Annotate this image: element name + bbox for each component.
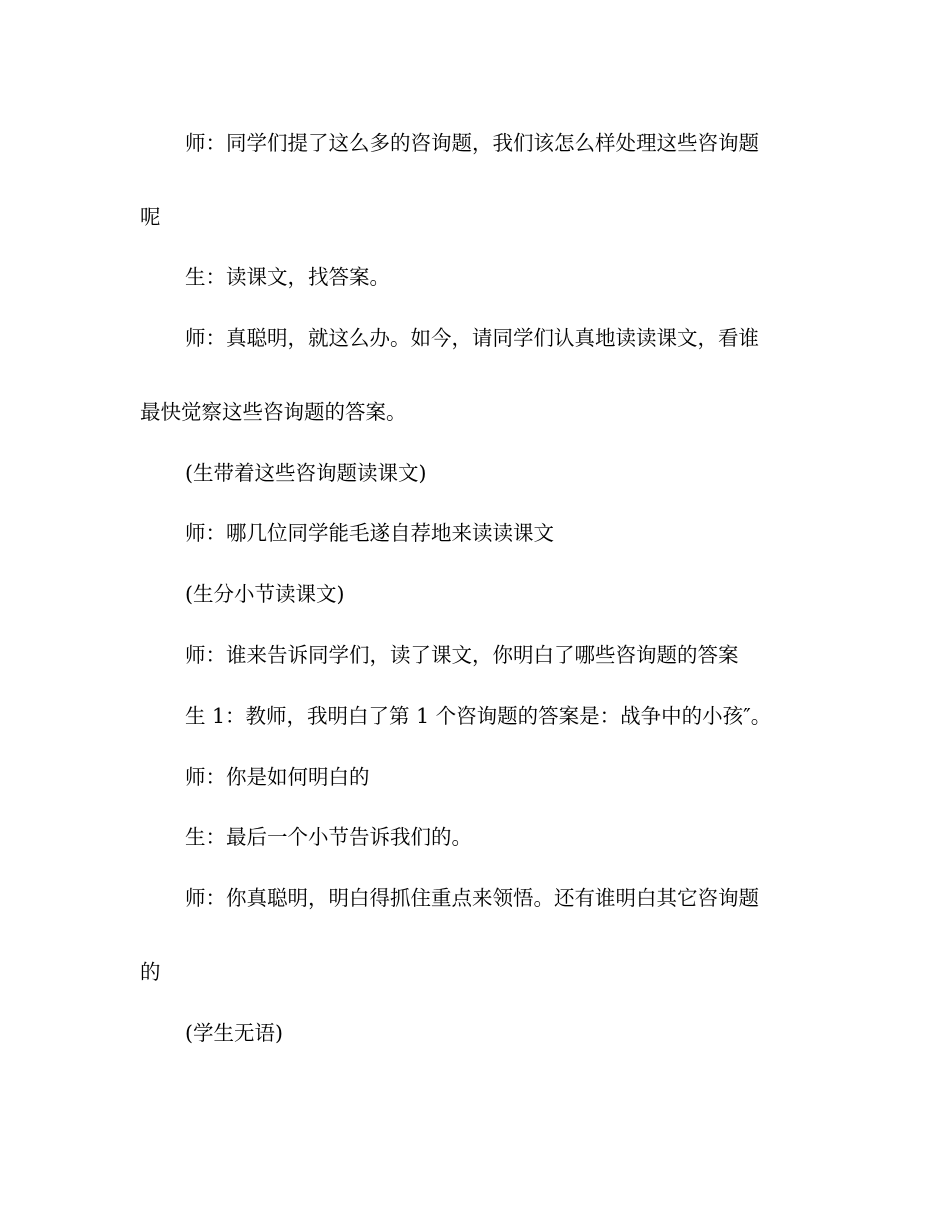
paragraph-line: 最快觉察这些咨询题的答案。 bbox=[140, 400, 407, 424]
paragraph-line: (学生无语) bbox=[185, 1021, 283, 1045]
paragraph-line: 生：读课文，找答案。 bbox=[185, 265, 390, 289]
paragraph-line: 师：哪几位同学能毛遂自荐地来读读课文 bbox=[185, 521, 554, 545]
paragraph-line: 师：同学们提了这么多的咨询题，我们该怎么样处理这些咨询题 bbox=[185, 131, 759, 155]
paragraph-line: 生 1：教师，我明白了第 1 个咨询题的答案是：战争中的小孩″。 bbox=[185, 704, 772, 728]
paragraph-line: 师：你真聪明，明白得抓住重点来领悟。还有谁明白其它咨询题 bbox=[185, 886, 759, 910]
paragraph-line: 师：你是如何明白的 bbox=[185, 765, 370, 789]
paragraph-line: 呢 bbox=[140, 205, 161, 229]
paragraph-line: (生带着这些咨询题读课文) bbox=[185, 461, 427, 485]
paragraph-line: 的 bbox=[140, 960, 161, 984]
paragraph-line: 生：最后一个小节告诉我们的。 bbox=[185, 825, 472, 849]
paragraph-line: 师：谁来告诉同学们，读了课文，你明白了哪些咨询题的答案 bbox=[185, 643, 739, 667]
paragraph-line: (生分小节读课文) bbox=[185, 582, 345, 606]
paragraph-line: 师：真聪明，就这么办。如今，请同学们认真地读读课文，看谁 bbox=[185, 326, 759, 350]
